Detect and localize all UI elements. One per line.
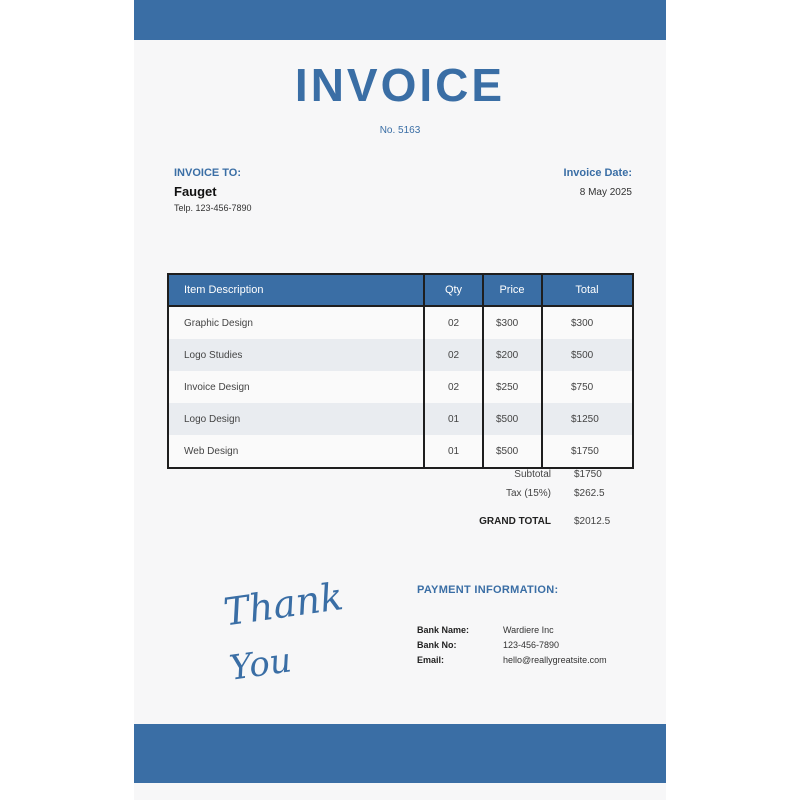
row-total: $300 [542, 306, 633, 339]
header-description: Item Description [168, 274, 424, 306]
tax-value: $262.5 [574, 488, 605, 499]
row-qty: 02 [424, 339, 483, 371]
header-total: Total [542, 274, 633, 306]
row-description: Logo Studies [168, 339, 424, 371]
items-table [167, 273, 634, 469]
bank-name-value: Wardiere Inc [503, 625, 554, 635]
payment-info-title: PAYMENT INFORMATION: [417, 584, 559, 596]
row-total: $500 [542, 339, 633, 371]
bank-name-label: Bank Name: [417, 625, 470, 635]
invoice-title: INVOICE [294, 59, 506, 111]
row-qty: 02 [424, 371, 483, 403]
table-row [168, 306, 633, 339]
row-price: $300 [483, 306, 542, 339]
you-text: You [227, 640, 294, 689]
row-total: $1750 [542, 435, 633, 468]
row-total: $750 [542, 371, 633, 403]
header-qty: Qty [424, 274, 483, 306]
invoice-date: 8 May 2025 [579, 187, 632, 198]
top-band [134, 0, 666, 40]
invoice-number: No. 5163 [379, 125, 421, 136]
invoice-date-label: Invoice Date: [563, 167, 632, 179]
row-price: $500 [483, 435, 542, 468]
bank-no-value: 123-456-7890 [503, 640, 560, 650]
client-phone: Telp. 123-456-7890 [174, 203, 252, 213]
tax-label: Tax (15%) [505, 488, 551, 499]
row-qty: 01 [424, 435, 483, 468]
client-name: Fauget [174, 184, 217, 199]
row-description: Web Design [168, 435, 424, 468]
bank-no-label: Bank No: [417, 640, 457, 650]
row-price: $200 [483, 339, 542, 371]
row-description: Invoice Design [168, 371, 424, 403]
row-description: Logo Design [168, 403, 424, 435]
row-total: $1250 [542, 403, 633, 435]
row-qty: 02 [424, 306, 483, 339]
email-label: Email: [417, 655, 445, 665]
row-price: $500 [483, 403, 542, 435]
grand-total-label: GRAND TOTAL [479, 516, 551, 527]
table-header-row [168, 274, 633, 306]
table-row [168, 371, 633, 403]
email-value: hello@reallygreatsite.com [503, 655, 607, 665]
invoice-page [134, 0, 666, 800]
subtotal-label: Subtotal [514, 469, 551, 480]
row-price: $250 [483, 371, 542, 403]
row-qty: 01 [424, 403, 483, 435]
grand-total-value: $2012.5 [574, 516, 611, 527]
header-price: Price [483, 274, 542, 306]
invoice-to-label: INVOICE TO: [174, 167, 242, 179]
table-row [168, 435, 633, 468]
thank-text: Thank [220, 574, 346, 635]
thank-you-signature [204, 565, 384, 695]
row-description: Graphic Design [168, 306, 424, 339]
table-row [168, 339, 633, 371]
bottom-band [134, 724, 666, 783]
table-row [168, 403, 633, 435]
subtotal-value: $1750 [574, 469, 602, 480]
